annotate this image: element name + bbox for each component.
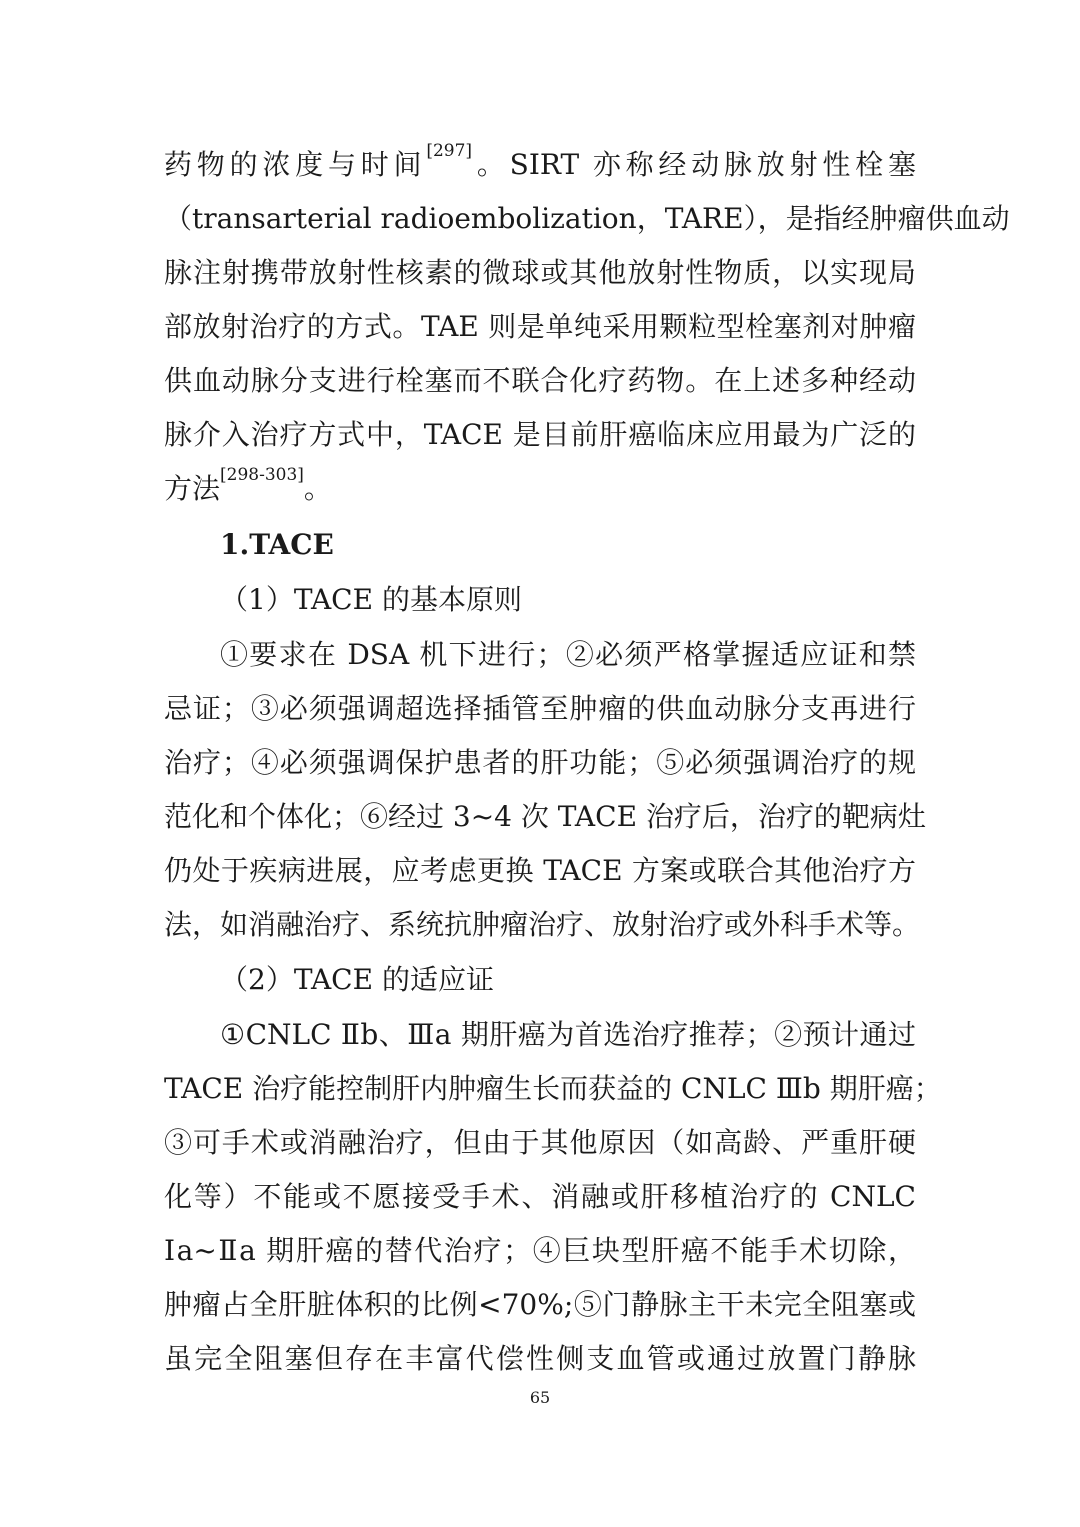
paragraph-line: TACE 治疗能控制肝内肿瘤生长而获益的 CNLC Ⅲb 期肝癌； (164, 1072, 942, 1105)
line-text-continued: 。 (303, 472, 332, 505)
paragraph-line: 范化和个体化；⑥经过 3~4 次 TACE 治疗后，治疗的靶病灶 (164, 800, 926, 833)
paragraph-line (164, 465, 916, 513)
paragraph-line: 肿瘤占全肝脏体积的比例<70%;⑤门静脉主干未完全阻塞或 (164, 1288, 916, 1321)
line-text-continued: 。SIRT 亦称经动脉放射性栓塞 (472, 148, 916, 181)
page-number: 65 (529, 1388, 551, 1407)
citation-superscript: [298-303] (220, 465, 304, 485)
paragraph-line: 脉注射携带放射性核素的微球或其他放射性物质，以实现局 (164, 256, 916, 289)
section-heading: 1.TACE (220, 528, 334, 561)
paragraph-line: 虽完全阻塞但存在丰富代偿性侧支血管或通过放置门静脉 (164, 1342, 916, 1375)
paragraph-line: 忌证；③必须强调超选择插管至肿瘤的供血动脉分支再进行 (164, 692, 916, 725)
paragraph-line: 供血动脉分支进行栓塞而不联合化疗药物。在上述多种经动 (164, 364, 916, 397)
paragraph-line: 仍处于疾病进展，应考虑更换 TACE 方案或联合其他治疗方 (164, 854, 916, 887)
citation-superscript: [297] (426, 141, 473, 161)
paragraph-line: ①要求在 DSA 机下进行；②必须严格掌握适应证和禁 (220, 638, 916, 671)
line-text: 药物的浓度与时间 (164, 148, 427, 181)
paragraph-line: 部放射治疗的方式。TAE 则是单纯采用颗粒型栓塞剂对肿瘤 (164, 310, 916, 343)
paragraph-line: 化等）不能或不愿接受手术、消融或肝移植治疗的 CNLC (164, 1180, 916, 1213)
line-text: 方法 (164, 472, 221, 505)
paragraph-line: （transarterial radioembolization，TARE），是指经肿瘤供血动 (164, 202, 1010, 235)
paragraph-line: 脉介入治疗方式中，TACE 是目前肝癌临床应用最为广泛的 (164, 418, 916, 451)
paragraph-line (164, 141, 916, 189)
paragraph-line: ①CNLC Ⅱb、Ⅲa 期肝癌为首选治疗推荐；②预计通过 (220, 1018, 916, 1051)
subsection-heading: （2）TACE 的适应证 (220, 963, 494, 996)
paragraph-line: 治疗；④必须强调保护患者的肝功能；⑤必须强调治疗的规 (164, 746, 916, 779)
paragraph-line: ③可手术或消融治疗，但由于其他原因（如高龄、严重肝硬 (164, 1126, 916, 1159)
paragraph-line: Ⅰa~Ⅱa 期肝癌的替代治疗；④巨块型肝癌不能手术切除， (164, 1234, 916, 1267)
paragraph-line: 法，如消融治疗、系统抗肿瘤治疗、放射治疗或外科手术等。 (164, 908, 921, 941)
subsection-heading: （1）TACE 的基本原则 (220, 583, 522, 616)
